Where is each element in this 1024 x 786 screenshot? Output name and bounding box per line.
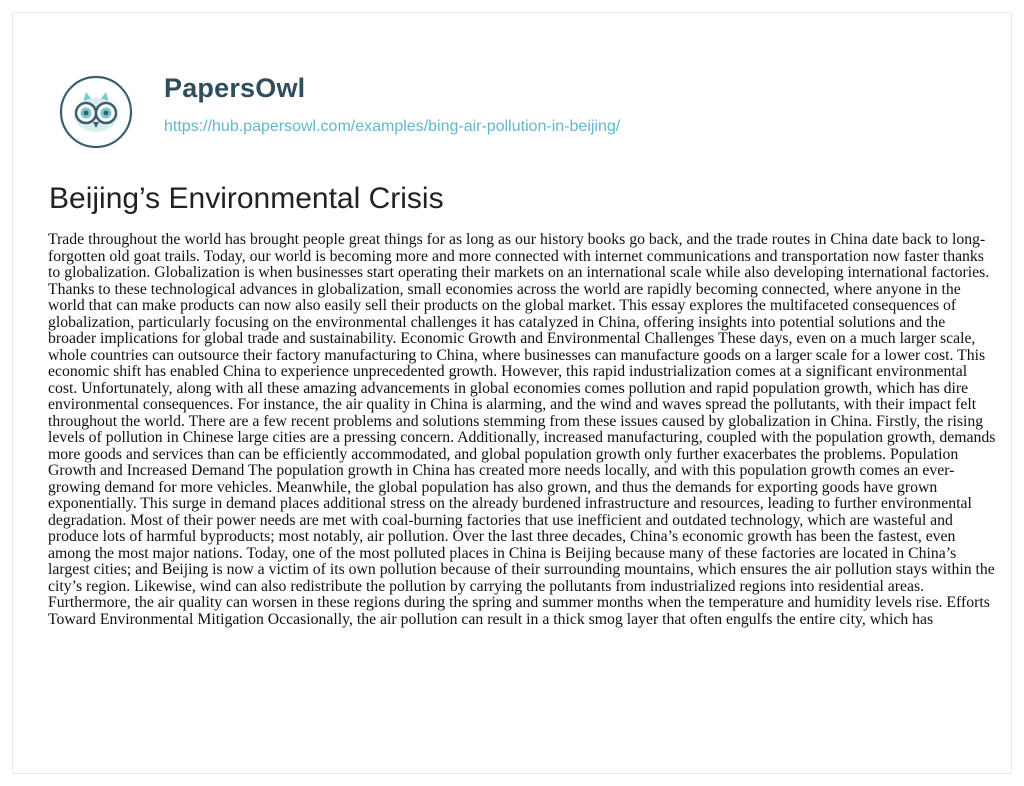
owl-logo-icon <box>59 75 133 149</box>
source-url-link[interactable]: https://hub.papersowl.com/examples/bing-air-pollution-in-beijing/ <box>164 118 621 135</box>
brand-name: PapersOwl <box>164 73 306 103</box>
essay-title: Beijing’s Environmental Crisis <box>49 182 444 215</box>
site-header <box>48 39 988 149</box>
essay-body: Trade throughout the world has brought people great things for as long as our history books go back, and the trade routes in China date back to long-forgotten old goat trails. Today, our world is becoming more and more connected with internet communications and transportation now faster thanks to globalization. Globalization is when businesses start operating their markets on an international scale while also developing international factories. Thanks to these technological advances in globalization, small economies across the world are rapidly becoming connected, where anyone in the world that can make products can now also easily sell their products on the global market. This essay explores the multifaceted consequences of globalization, particularly focusing on the environmental challenges it has catalyzed in China, offering insights into potential solutions and the broader implications for global trade and sustainability. Economic Growth and Environmental Challenges These days, even on a much larger scale, whole countries can outsource their factory manufacturing to China, where businesses can manufacture goods on a larger scale for a lower cost. This economic shift has enabled China to experience unprecedented growth. However, this rapid industrialization comes at a significant environmental cost. Unfortunately, along with all these amazing advancements in global economies comes pollution and rapid population growth, which has dire environmental consequences. For instance, the air quality in China is alarming, and the wind and waves spread the pollutants, with their impact felt throughout the world. There are a few recent problems and solutions stemming from these issues caused by globalization in China. Firstly, the rising levels of pollution in Chinese large cities are a pressing concern. Additionally, increased manufacturing, coupled with the population growth, demands more goods and services than can be efficiently accommodated, and global population growth only further exacerbates the problems. Population Growth and Increased Demand The population growth in China has created more needs locally, and with this population growth comes an ever-growing demand for more vehicles. Meanwhile, the global population has also grown, and thus the demands for exporting goods have grown exponentially. This surge in demand places additional stress on the already burdened infrastructure and resources, leading to further environmental degradation. Most of their power needs are met with coal-burning factories that use inefficient and outdated technology, which are wasteful and produce lots of harmful byproducts; most notably, air pollution. Over the last three decades, China’s economic growth has been the fastest, even among the most major nations. Today, one of the most polluted places in China is Beijing because many of these factories are located in China’s largest cities; and Beijing is now a victim of its own pollution because of their surrounding mountains, which ensures the air pollution stays within the city’s region. Likewise, wind can also redistribute the pollution by carrying the pollutants from industrialized regions into residential areas. Furthermore, the air quality can worsen in these regions during the spring and summer months when the temperature and humidity levels rise. Efforts Toward Environmental Mitigation Occasionally, the air pollution can result in a thick smog layer that often engulfs the entire city, which has <box>48 231 996 628</box>
document-frame <box>12 12 1012 774</box>
